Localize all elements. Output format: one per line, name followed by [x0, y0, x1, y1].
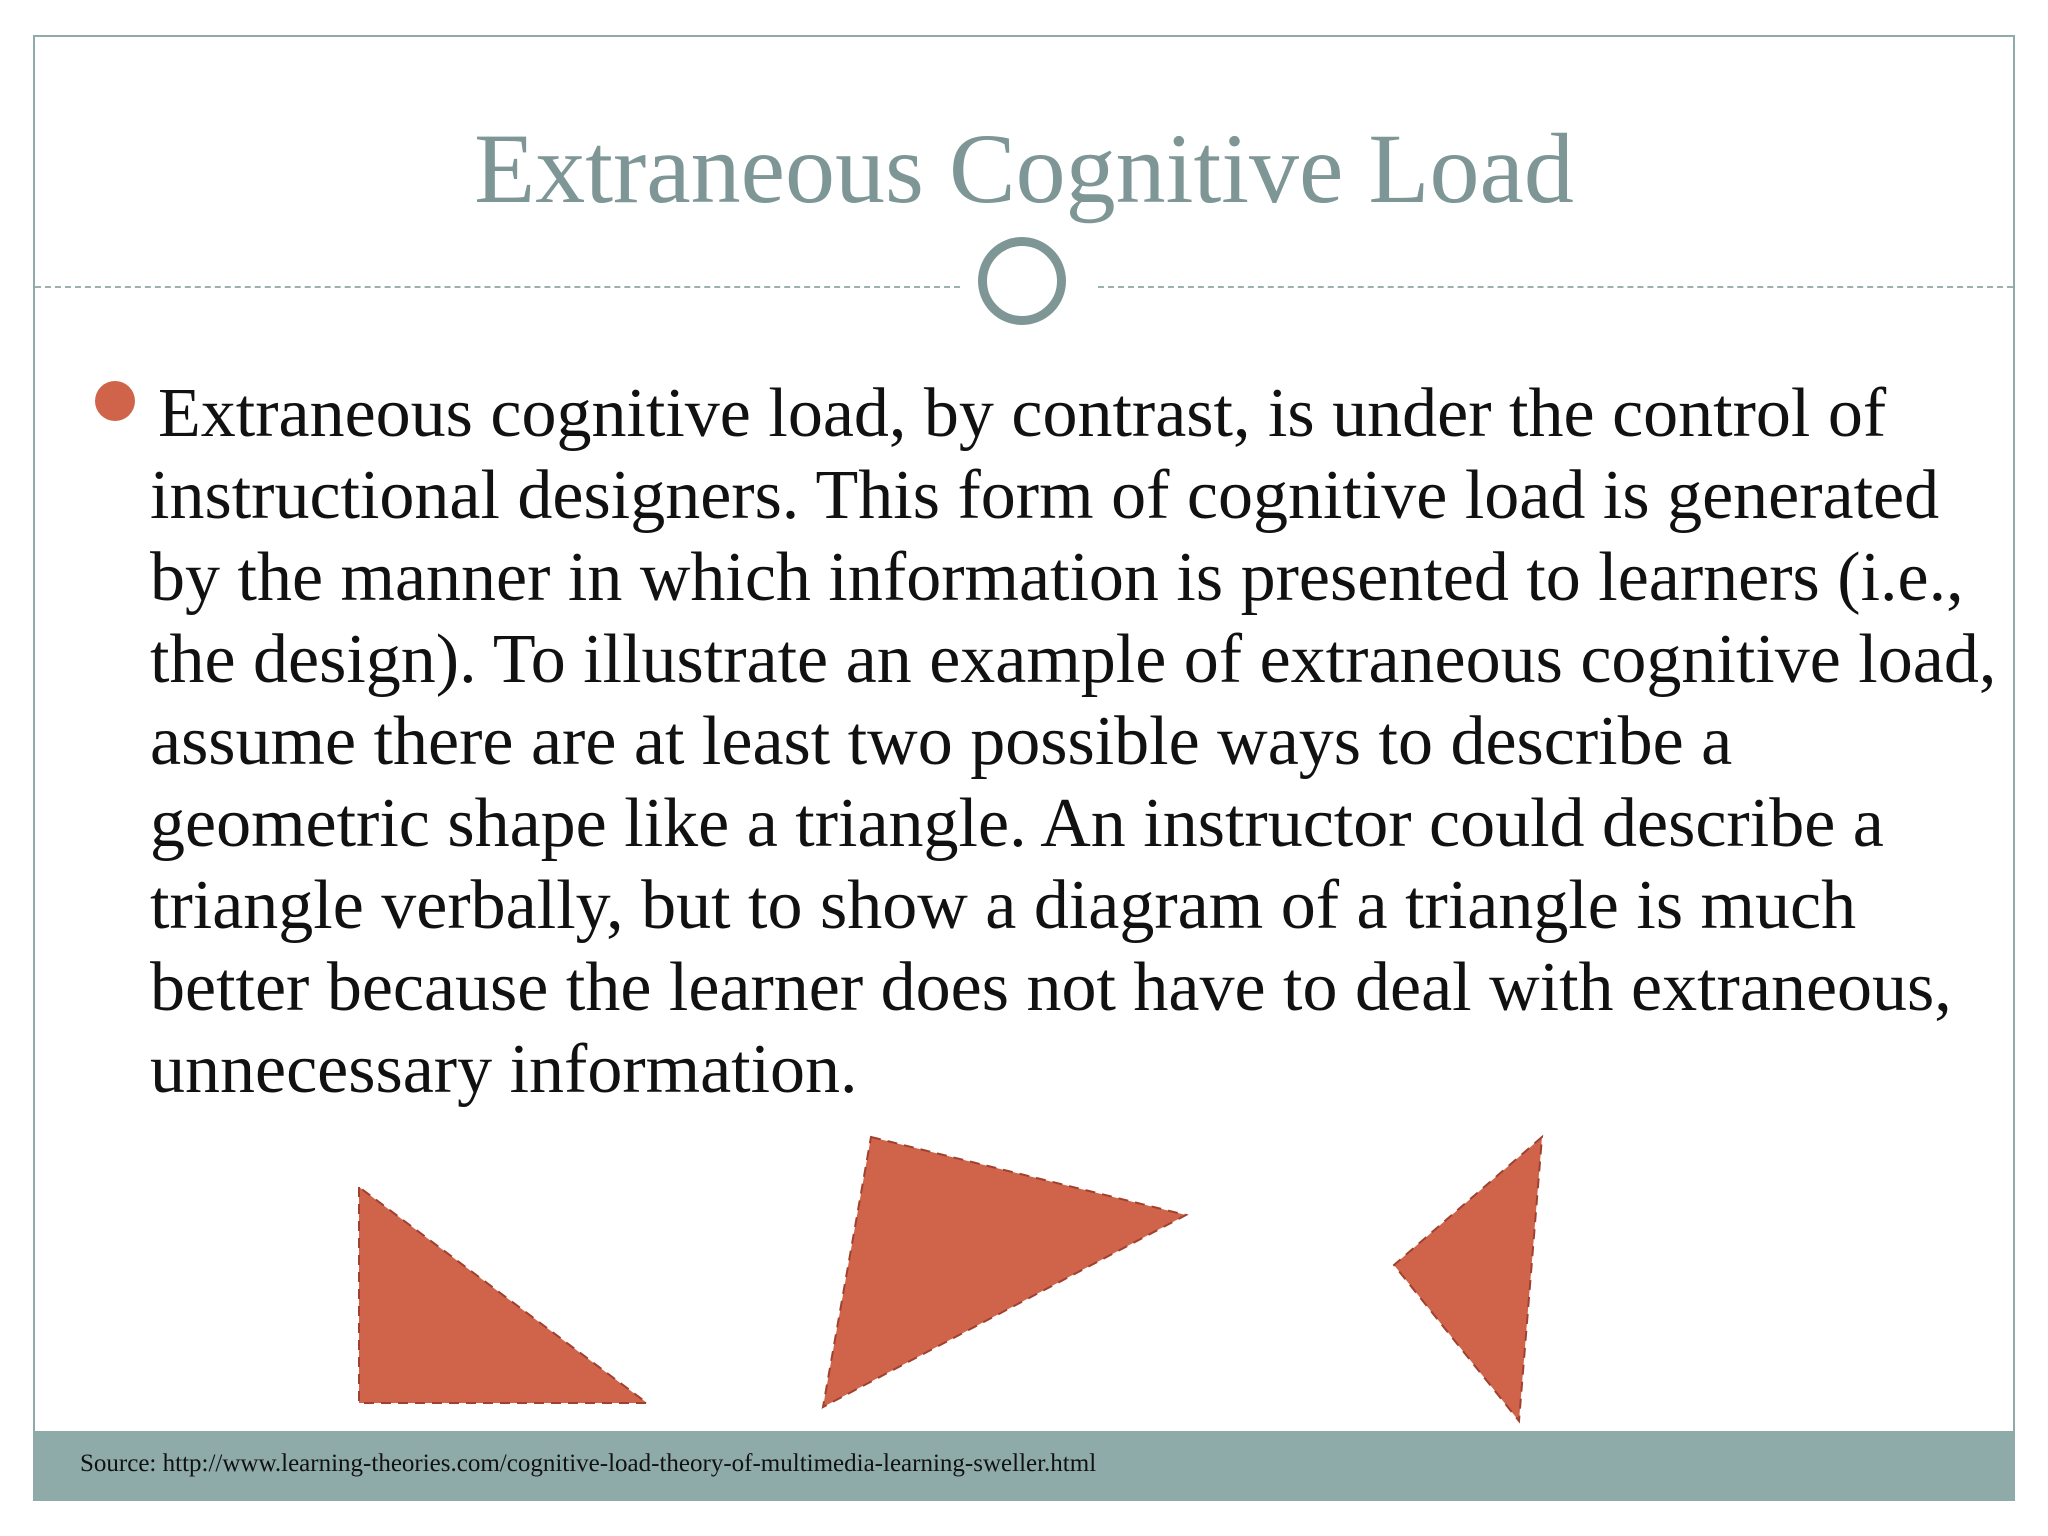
- ring-icon: [978, 237, 1066, 325]
- footer-bar: [35, 1431, 2013, 1499]
- bullet-icon: [95, 381, 135, 421]
- obtuse-triangle-icon: [823, 1137, 1186, 1407]
- right-triangle-icon: [359, 1187, 647, 1403]
- title-divider-left: [35, 286, 960, 288]
- title-divider-right: [1098, 286, 2013, 288]
- bullet-text: Extraneous cognitive load, by contrast, is under the control of instructional designers. This form of cognitive load is generated by the manner in which information is presented to learners (i.e., the design). To illustrate an example of extraneous cognitive load, assume there are at least two possible ways to describe a geometric shape like a triangle. An instructor could describe a triangle verbally, but to show a diagram of a triangle is much better because the learner does not have to deal with extraneous, unnecessary information.: [150, 375, 1997, 1108]
- slide: [33, 35, 2015, 1501]
- source-citation: Source: http://www.learning-theories.com/cognitive-load-theory-of-multimedia-learning-sweller.html: [80, 1450, 1097, 1477]
- slide-title: Extraneous Cognitive Load: [474, 113, 1574, 224]
- small-triangle-icon: [1394, 1137, 1542, 1421]
